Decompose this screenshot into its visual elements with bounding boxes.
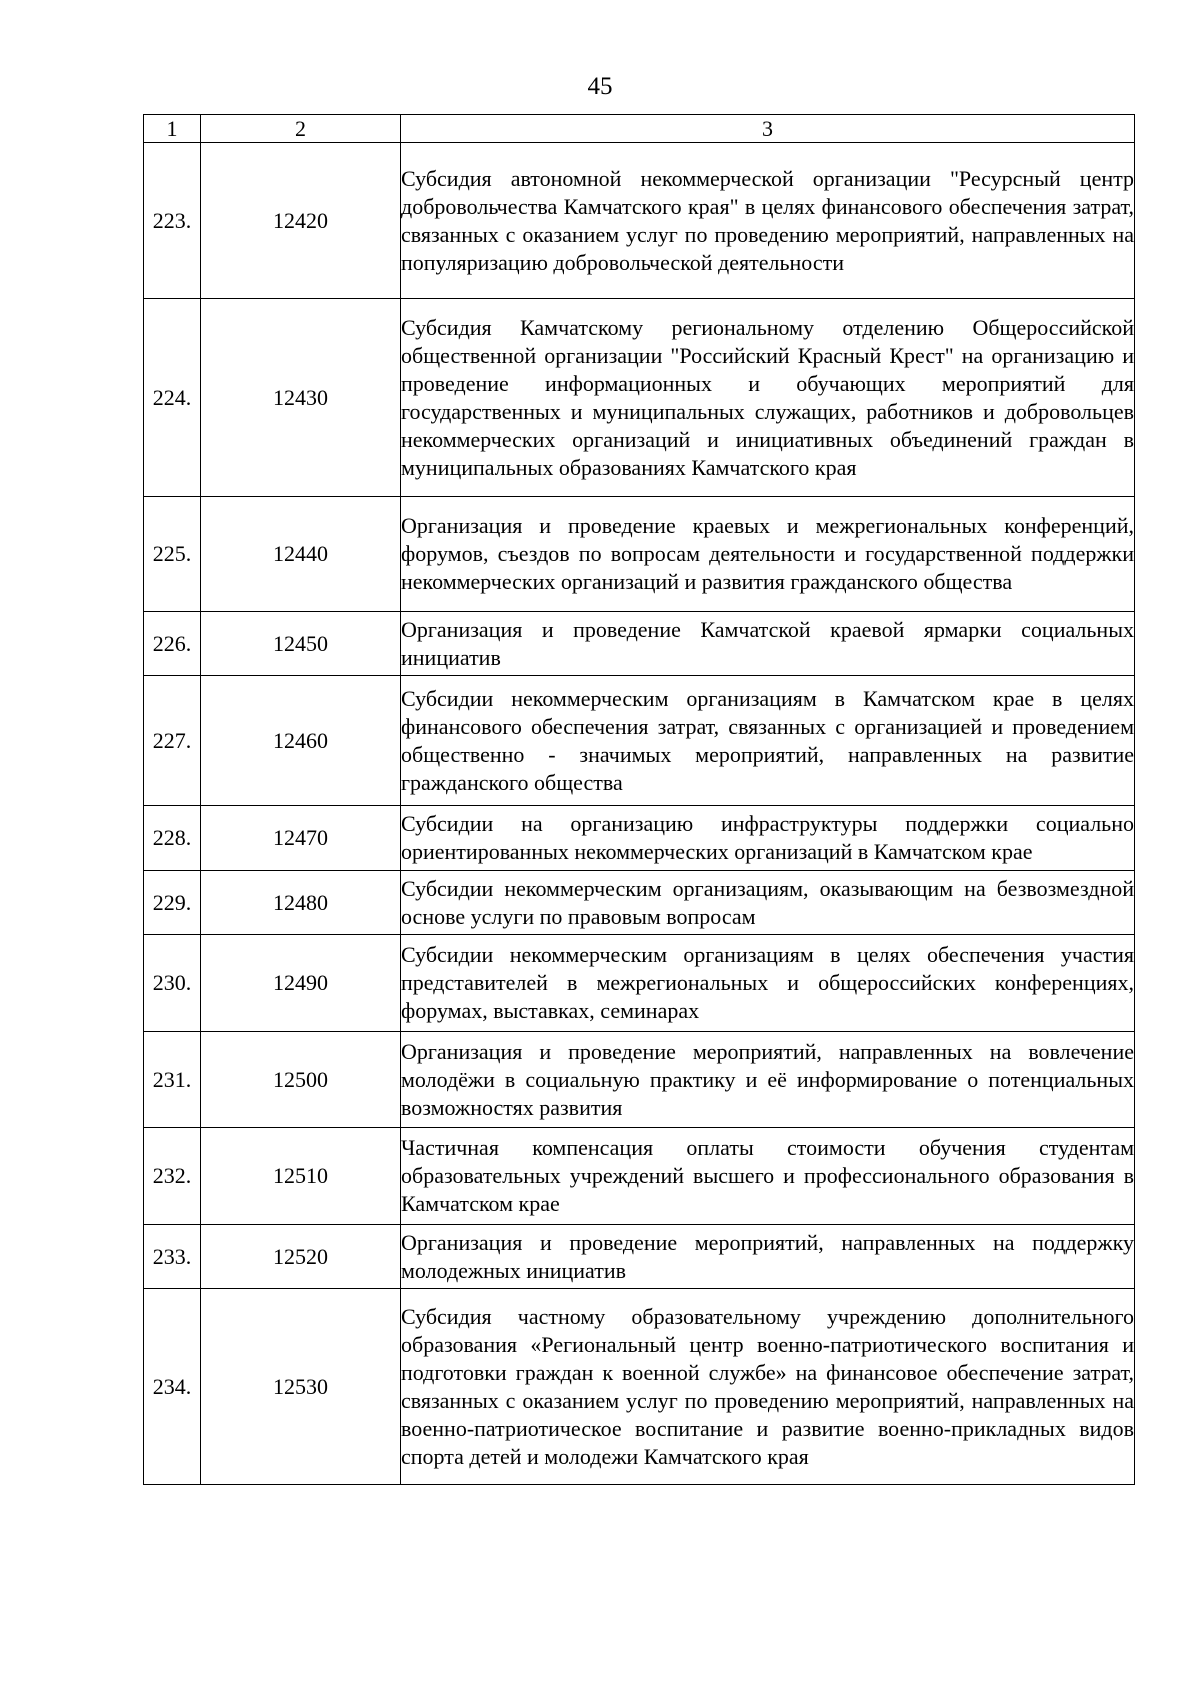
row-number: 229. (144, 871, 201, 935)
row-number: 223. (144, 143, 201, 299)
row-description: Организация и проведение мероприятий, направленных на вовлечение молодёжи в социальную практику и её информирование о потенциальных возможностях развития (401, 1032, 1135, 1128)
row-number: 230. (144, 935, 201, 1032)
row-number: 226. (144, 612, 201, 676)
column-header-number: 1 (144, 115, 201, 143)
table-row (144, 143, 1135, 299)
row-code: 12450 (201, 612, 401, 676)
row-code: 12420 (201, 143, 401, 299)
page-number: 45 (587, 73, 613, 100)
budget-classification-table (143, 114, 1135, 1485)
column-header-code: 2 (201, 115, 401, 143)
row-code: 12500 (201, 1032, 401, 1128)
row-description: Субсидия частному образовательному учреждению дополнительного образования «Региональный центр военно-патриотического воспитания и подготовки граждан к военной службе» на финансовое обеспечение затрат, связанных с оказанием услуг по проведению мероприятий, направленных на военно-патриотическое воспитание и развитие военно-прикладных видов спорта детей и молодежи Камчатского края (401, 1289, 1135, 1485)
row-number: 224. (144, 299, 201, 497)
table-row (144, 1032, 1135, 1128)
table-row (144, 612, 1135, 676)
row-description: Организация и проведение краевых и межрегиональных конференций, форумов, съездов по вопросам деятельности и государственной поддержки некоммерческих организаций и развития гражданского общества (401, 497, 1135, 612)
row-code: 12490 (201, 935, 401, 1032)
row-code: 12470 (201, 806, 401, 871)
row-code: 12440 (201, 497, 401, 612)
table-row (144, 1128, 1135, 1225)
row-description: Частичная компенсация оплаты стоимости обучения студентам образовательных учреждений высшего и профессионального образования в Камчатском крае (401, 1128, 1135, 1225)
row-number: 227. (144, 676, 201, 806)
row-description: Организация и проведение мероприятий, направленных на поддержку молодежных инициатив (401, 1225, 1135, 1289)
row-description: Субсидия Камчатскому региональному отделению Общероссийской общественной организации "Российский Красный Крест" на организацию и проведение информационных и обучающих мероприятий для государственных и муниципальных служащих, работников и добровольцев некоммерческих организаций и инициативных объединений граждан в муниципальных образованиях Камчатского края (401, 299, 1135, 497)
row-number: 234. (144, 1289, 201, 1485)
table-row (144, 935, 1135, 1032)
row-number: 232. (144, 1128, 201, 1225)
table-row (144, 676, 1135, 806)
row-code: 12520 (201, 1225, 401, 1289)
column-header-description: 3 (401, 115, 1135, 143)
row-number: 228. (144, 806, 201, 871)
row-description: Субсидии некоммерческим организациям в Камчатском крае в целях финансового обеспечения затрат, связанных с организацией и проведением общественно - значимых мероприятий, направленных на развитие гражданского общества (401, 676, 1135, 806)
row-number: 233. (144, 1225, 201, 1289)
row-number: 225. (144, 497, 201, 612)
row-code: 12510 (201, 1128, 401, 1225)
row-code: 12430 (201, 299, 401, 497)
row-code: 12460 (201, 676, 401, 806)
row-code: 12480 (201, 871, 401, 935)
table-header-row (144, 115, 1135, 143)
row-number: 231. (144, 1032, 201, 1128)
row-description: Организация и проведение Камчатской краевой ярмарки социальных инициатив (401, 612, 1135, 676)
table-row (144, 497, 1135, 612)
row-description: Субсидии на организацию инфраструктуры поддержки социально ориентированных некоммерческих организаций в Камчатском крае (401, 806, 1135, 871)
table-row (144, 1289, 1135, 1485)
table-row (144, 1225, 1135, 1289)
row-code: 12530 (201, 1289, 401, 1485)
row-description: Субсидии некоммерческим организациям в целях обеспечения участия представителей в межрегиональных и общероссийских конференциях, форумах, выставках, семинарах (401, 935, 1135, 1032)
table-row (144, 299, 1135, 497)
row-description: Субсидия автономной некоммерческой организации "Ресурсный центр добровольчества Камчатского края" в целях финансового обеспечения затрат, связанных с оказанием услуг по проведению мероприятий, направленных на популяризацию добровольческой деятельности (401, 143, 1135, 299)
table-row (144, 806, 1135, 871)
row-description: Субсидии некоммерческим организациям, оказывающим на безвозмездной основе услуги по правовым вопросам (401, 871, 1135, 935)
table-row (144, 871, 1135, 935)
